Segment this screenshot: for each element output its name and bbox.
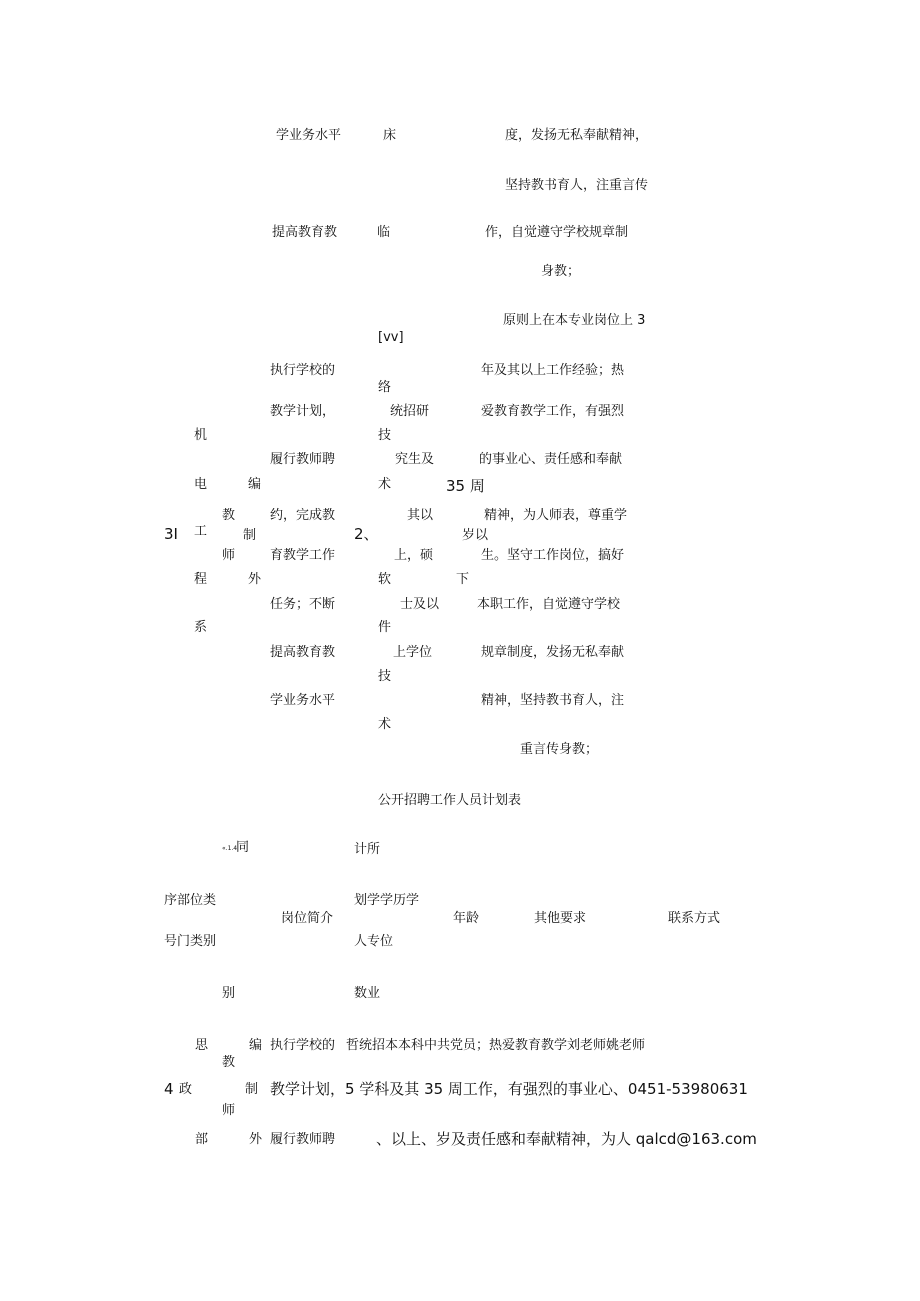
requirement-line: 重言传身教； (520, 742, 599, 757)
requirement-line: 生。坚守工作岗位，搞好 (481, 548, 625, 563)
header-cell: 划学学历学 (354, 893, 420, 908)
requirement-line: 爱教育教学工作，有强烈 (481, 404, 625, 419)
major-char: 件 (378, 620, 392, 635)
education-line: 究生及 (395, 452, 435, 467)
duty-line: 教学计划， (270, 404, 336, 419)
row-line: 履行教师聘 (270, 1132, 336, 1147)
row-line: 教学计划，5 学科及其 35 周工作，有强烈的事业心、0451-53980631 (270, 1080, 748, 1098)
duty-line: 学业务水平 (276, 128, 342, 143)
education-line: 士及以 (400, 597, 440, 612)
education-line: 上，硕 (394, 548, 434, 563)
age-limit: 35 周 (446, 477, 485, 495)
duty-line: 履行教师聘 (270, 452, 336, 467)
requirement-line: 作，自觉遵守学校规章制 (485, 225, 629, 240)
category-char: 教 (222, 1055, 236, 1070)
requirement-line: 精神，坚持教书育人，注 (481, 693, 625, 708)
department-char: 政 (179, 1082, 193, 1097)
duty-line: 约，完成教 (270, 508, 336, 523)
major-char: 床 (383, 128, 397, 143)
requirement-line: 的事业心、责任感和奉献 (479, 452, 623, 467)
department-char: 部 (195, 1132, 209, 1147)
category-char: 师 (222, 548, 236, 563)
header-cell: 号门类别 (164, 934, 217, 949)
requirement-line: 坚持教书育人，注重言传 (505, 178, 649, 193)
row-line: 执行学校的 (270, 1038, 336, 1053)
requirement-line: 精神，为人师表，尊重学 (484, 508, 628, 523)
requirement-line: 本职工作，自觉遵守学校 (477, 597, 621, 612)
staffing-char: 制 (245, 1082, 259, 1097)
header-post-intro: 岗位简介 (281, 911, 334, 926)
major-char: 术 (378, 717, 392, 732)
major-char: 技 (378, 428, 392, 443)
row-line: 、以上、岁及责任感和奉献精神，为人 qalcd@163.com (376, 1130, 757, 1148)
major-char: 临 (377, 225, 391, 240)
header-cell: 同 (236, 840, 250, 855)
age-line: 下 (456, 572, 470, 587)
requirement-line: 规章制度，发扬无私奉献 (481, 645, 625, 660)
category-char: 教 (222, 508, 236, 523)
staffing-char: 制 (243, 528, 257, 543)
duty-line: 学业务水平 (270, 693, 336, 708)
requirement-line: 度，发扬无私奉献精神， (505, 128, 649, 143)
header-contact: 联系方式 (668, 911, 721, 926)
staffing-char: 编 (248, 477, 262, 492)
department-char: 电 (194, 477, 208, 492)
major-char: 技 (378, 669, 392, 684)
staffing-char: 编 (249, 1038, 263, 1053)
education-line: 上学位 (393, 645, 433, 660)
row-sequence: 4 (164, 1080, 174, 1098)
major-char: 术 (378, 477, 392, 492)
major-char: 络 (378, 380, 392, 395)
department-char: 工 (194, 524, 208, 539)
requirement-line: 身教； (541, 264, 581, 279)
header-age: 年龄 (453, 911, 480, 926)
header-cell: 计所 (354, 842, 381, 857)
department-char: 思 (195, 1038, 209, 1053)
table-title: 公开招聘工作人员计划表 (378, 793, 522, 808)
education-line: 其以 (407, 508, 434, 523)
duty-line: 执行学校的 (270, 363, 336, 378)
header-mark: «.1.4 (222, 845, 238, 852)
requirement-line: 原则上在本专业岗位上 3 (503, 313, 646, 328)
category-char: 师 (222, 1103, 236, 1118)
department-char: 程 (194, 572, 208, 587)
department-char: 系 (194, 620, 208, 635)
duty-line: 提高教育教 (270, 645, 336, 660)
header-cell: 数业 (354, 986, 381, 1001)
age-line: 岁以 (462, 528, 489, 543)
noise-mark: [vv] (378, 330, 404, 345)
row-sequence: 3I (164, 525, 178, 543)
education-line: 统招研 (390, 404, 430, 419)
duty-line: 任务；不断 (270, 597, 336, 612)
header-cell: 人专位 (354, 934, 394, 949)
staffing-char: 外 (249, 1132, 263, 1147)
header-other-requirements: 其他要求 (534, 911, 587, 926)
department-char: 机 (194, 428, 208, 443)
header-cell: 别 (222, 986, 236, 1001)
row-line: 哲统招本本科中共党员；热爱教育教学刘老师姚老师 (346, 1038, 646, 1053)
major-char: 软 (378, 572, 392, 587)
duty-line: 提高教育教 (272, 225, 338, 240)
staffing-char: 外 (248, 572, 262, 587)
duty-line: 育教学工作 (270, 548, 336, 563)
header-cell: 序部位类 (164, 893, 217, 908)
requirement-line: 年及其以上工作经验；热 (481, 363, 625, 378)
plan-number: 2、 (354, 525, 379, 543)
